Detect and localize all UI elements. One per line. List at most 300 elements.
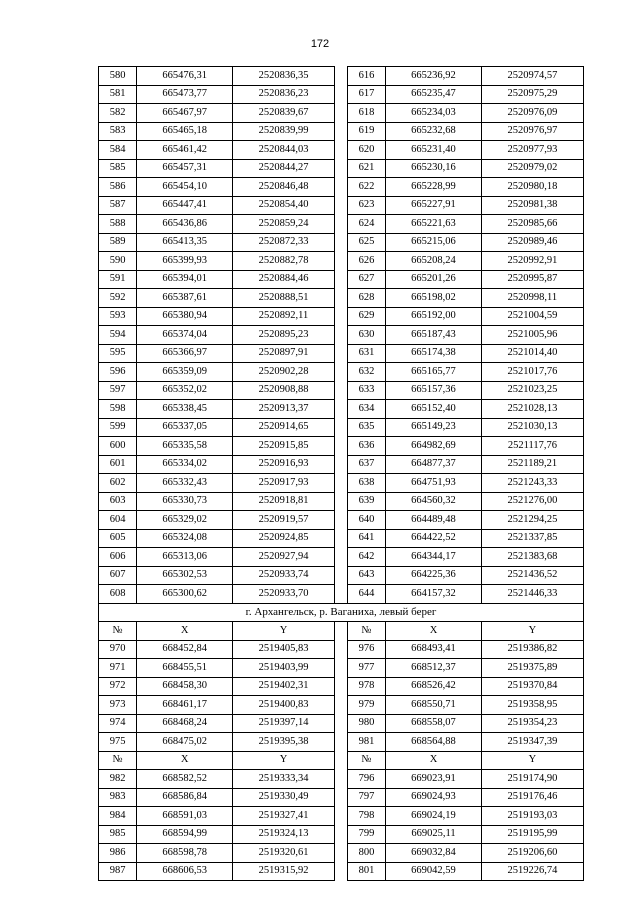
y-coordinate: 2520918,81 [233,492,335,511]
x-coordinate: 665236,92 [386,67,482,86]
x-coordinate: 665454,10 [137,178,233,197]
x-coordinate: 664489,48 [386,511,482,530]
column-gap [335,492,348,511]
x-coordinate: 665359,09 [137,363,233,382]
x-coordinate: 664344,17 [386,548,482,567]
point-number: 600 [99,437,137,456]
table-row [99,862,584,881]
point-number: 796 [347,770,385,789]
table-row [99,455,584,474]
table-row [99,141,584,160]
column-gap [335,122,348,141]
coordinates-table [98,66,584,881]
table-row [99,85,584,104]
y-coordinate: 2521014,40 [481,344,583,363]
point-number: 582 [99,104,137,123]
y-coordinate: 2520839,67 [233,104,335,123]
y-coordinate: 2520914,65 [233,418,335,437]
point-number: 980 [347,714,385,733]
x-coordinate: 668582,52 [137,770,233,789]
y-coordinate: 2520895,23 [233,326,335,345]
x-coordinate: 669042,59 [386,862,482,881]
y-coordinate: 2520839,99 [233,122,335,141]
point-number: 637 [347,455,385,474]
x-coordinate: 665476,31 [137,67,233,86]
section-title-row [99,603,584,622]
y-coordinate: 2520927,94 [233,548,335,567]
table-row [99,566,584,585]
table-row [99,400,584,419]
point-number: 603 [99,492,137,511]
x-coordinate: 665332,43 [137,474,233,493]
x-coordinate: 665187,43 [386,326,482,345]
y-coordinate: 2519226,74 [481,862,583,881]
x-coordinate: 664422,52 [386,529,482,548]
x-coordinate: 668606,53 [137,862,233,881]
y-coordinate: 2520888,51 [233,289,335,308]
y-coordinate: 2520998,11 [481,289,583,308]
point-number: 625 [347,233,385,252]
x-coordinate: 668452,84 [137,640,233,659]
y-coordinate: 2521189,21 [481,455,583,474]
y-coordinate: 2520977,93 [481,141,583,160]
table-row [99,825,584,844]
x-coordinate: 665215,06 [386,233,482,252]
point-number: 801 [347,862,385,881]
point-number: 639 [347,492,385,511]
column-gap [335,807,348,826]
point-number: 583 [99,122,137,141]
x-coordinate: 665157,36 [386,381,482,400]
point-number: 608 [99,585,137,604]
y-coordinate: 2521005,96 [481,326,583,345]
y-coordinate: 2520980,18 [481,178,583,197]
x-coordinate: 665221,63 [386,215,482,234]
y-coordinate: 2520985,66 [481,215,583,234]
x-coordinate: 668598,78 [137,844,233,863]
y-coordinate: 2520917,93 [233,474,335,493]
point-number: 619 [347,122,385,141]
point-number: 800 [347,844,385,863]
point-number: 644 [347,585,385,604]
point-number: 798 [347,807,385,826]
x-coordinate: 665374,04 [137,326,233,345]
y-header: Y [233,622,335,641]
x-coordinate: 665192,00 [386,307,482,326]
point-number: 974 [99,714,137,733]
x-coordinate: 665394,01 [137,270,233,289]
y-coordinate: 2519405,83 [233,640,335,659]
point-number: 984 [99,807,137,826]
x-coordinate: 669023,91 [386,770,482,789]
y-coordinate: 2519330,49 [233,788,335,807]
y-header: Y [481,622,583,641]
x-coordinate: 665461,42 [137,141,233,160]
point-number: 982 [99,770,137,789]
y-coordinate: 2520913,37 [233,400,335,419]
x-coordinate: 665300,62 [137,585,233,604]
y-coordinate: 2520897,91 [233,344,335,363]
y-coordinate: 2519370,84 [481,677,583,696]
y-header: Y [233,751,335,770]
table-row [99,270,584,289]
x-coordinate: 665447,41 [137,196,233,215]
point-number: 987 [99,862,137,881]
point-number: 589 [99,233,137,252]
x-header: X [137,622,233,641]
point-number: 588 [99,215,137,234]
y-coordinate: 2520919,57 [233,511,335,530]
y-coordinate: 2519174,90 [481,770,583,789]
y-header: Y [481,751,583,770]
y-coordinate: 2519176,46 [481,788,583,807]
table-row [99,548,584,567]
column-gap [335,418,348,437]
point-number: 621 [347,159,385,178]
x-coordinate: 665313,06 [137,548,233,567]
x-coordinate: 665324,08 [137,529,233,548]
point-number: 638 [347,474,385,493]
column-gap [335,67,348,86]
x-coordinate: 665232,68 [386,122,482,141]
point-number: 622 [347,178,385,197]
point-number: 593 [99,307,137,326]
table-row [99,159,584,178]
x-coordinate: 665152,40 [386,400,482,419]
number-header: № [99,622,137,641]
x-coordinate: 665465,18 [137,122,233,141]
point-number: 624 [347,215,385,234]
column-gap [335,714,348,733]
x-coordinate: 665149,23 [386,418,482,437]
column-gap [335,696,348,715]
y-coordinate: 2520902,28 [233,363,335,382]
table-row [99,492,584,511]
point-number: 641 [347,529,385,548]
column-gap [335,289,348,308]
point-number: 799 [347,825,385,844]
table-row [99,252,584,271]
column-gap [335,307,348,326]
x-coordinate: 668526,42 [386,677,482,696]
point-number: 976 [347,640,385,659]
column-gap [335,640,348,659]
y-coordinate: 2520992,91 [481,252,583,271]
number-header: № [99,751,137,770]
x-coordinate: 665198,02 [386,289,482,308]
table-row [99,344,584,363]
table-row [99,844,584,863]
point-number: 627 [347,270,385,289]
x-coordinate: 665335,58 [137,437,233,456]
point-number: 592 [99,289,137,308]
y-coordinate: 2519397,14 [233,714,335,733]
column-gap [335,862,348,881]
x-coordinate: 665208,24 [386,252,482,271]
x-coordinate: 665329,02 [137,511,233,530]
column-gap [335,622,348,641]
y-coordinate: 2520908,88 [233,381,335,400]
table-row [99,474,584,493]
point-number: 604 [99,511,137,530]
y-coordinate: 2519347,39 [481,733,583,752]
point-number: 585 [99,159,137,178]
y-coordinate: 2519354,23 [481,714,583,733]
point-number: 975 [99,733,137,752]
x-coordinate: 665302,53 [137,566,233,585]
column-gap [335,141,348,160]
x-coordinate: 665387,61 [137,289,233,308]
point-number: 591 [99,270,137,289]
y-coordinate: 2520854,40 [233,196,335,215]
column-gap [335,196,348,215]
point-number: 971 [99,659,137,678]
point-number: 605 [99,529,137,548]
point-number: 616 [347,67,385,86]
x-coordinate: 669032,84 [386,844,482,863]
y-coordinate: 2520976,09 [481,104,583,123]
point-number: 978 [347,677,385,696]
table-row [99,770,584,789]
x-coordinate: 668468,24 [137,714,233,733]
x-coordinate: 668461,17 [137,696,233,715]
y-coordinate: 2521017,76 [481,363,583,382]
x-coordinate: 665227,91 [386,196,482,215]
point-number: 977 [347,659,385,678]
point-number: 633 [347,381,385,400]
y-coordinate: 2520924,85 [233,529,335,548]
y-coordinate: 2520892,11 [233,307,335,326]
column-gap [335,733,348,752]
table-row [99,807,584,826]
y-coordinate: 2521337,85 [481,529,583,548]
point-number: 586 [99,178,137,197]
point-number: 636 [347,437,385,456]
page-number: 172 [310,38,330,50]
y-coordinate: 2521004,59 [481,307,583,326]
point-number: 797 [347,788,385,807]
x-coordinate: 665165,77 [386,363,482,382]
section-title: г. Архангельск, р. Ваганиха, левый берег [99,603,584,622]
point-number: 640 [347,511,385,530]
y-coordinate: 2520976,97 [481,122,583,141]
table-row [99,178,584,197]
x-coordinate: 668558,07 [386,714,482,733]
point-number: 979 [347,696,385,715]
y-coordinate: 2520844,03 [233,141,335,160]
x-coordinate: 664157,32 [386,585,482,604]
number-header: № [347,622,385,641]
point-number: 632 [347,363,385,382]
table-row [99,437,584,456]
point-number: 631 [347,344,385,363]
column-gap [335,252,348,271]
x-coordinate: 669025,11 [386,825,482,844]
x-coordinate: 665334,02 [137,455,233,474]
column-gap [335,381,348,400]
table-row [99,196,584,215]
column-gap [335,825,348,844]
y-coordinate: 2520836,35 [233,67,335,86]
point-number: 597 [99,381,137,400]
x-coordinate: 665330,73 [137,492,233,511]
column-gap [335,529,348,548]
y-coordinate: 2521436,52 [481,566,583,585]
column-gap [335,104,348,123]
point-number: 628 [347,289,385,308]
point-number: 972 [99,677,137,696]
point-number: 599 [99,418,137,437]
x-coordinate: 668493,41 [386,640,482,659]
point-number: 607 [99,566,137,585]
y-coordinate: 2520884,46 [233,270,335,289]
column-gap [335,159,348,178]
table-row [99,215,584,234]
y-coordinate: 2520974,57 [481,67,583,86]
point-number: 594 [99,326,137,345]
point-number: 981 [347,733,385,752]
x-coordinate: 668594,99 [137,825,233,844]
x-coordinate: 665457,31 [137,159,233,178]
x-coordinate: 668455,51 [137,659,233,678]
header-row [99,622,584,641]
x-coordinate: 665235,47 [386,85,482,104]
point-number: 580 [99,67,137,86]
table-row [99,233,584,252]
x-coordinate: 669024,93 [386,788,482,807]
y-coordinate: 2520846,48 [233,178,335,197]
x-coordinate: 665413,35 [137,233,233,252]
point-number: 629 [347,307,385,326]
column-gap [335,178,348,197]
x-coordinate: 665228,99 [386,178,482,197]
table-row [99,788,584,807]
table-row [99,326,584,345]
y-coordinate: 2521294,25 [481,511,583,530]
y-coordinate: 2520981,38 [481,196,583,215]
x-header: X [137,751,233,770]
table-row [99,363,584,382]
y-coordinate: 2519403,99 [233,659,335,678]
y-coordinate: 2521028,13 [481,400,583,419]
point-number: 620 [347,141,385,160]
table-row [99,67,584,86]
y-coordinate: 2519193,03 [481,807,583,826]
column-gap [335,270,348,289]
table-row [99,381,584,400]
y-coordinate: 2521243,33 [481,474,583,493]
y-coordinate: 2520989,46 [481,233,583,252]
point-number: 623 [347,196,385,215]
column-gap [335,233,348,252]
x-coordinate: 665201,26 [386,270,482,289]
y-coordinate: 2519358,95 [481,696,583,715]
point-number: 584 [99,141,137,160]
y-coordinate: 2519195,99 [481,825,583,844]
table-row [99,289,584,308]
y-coordinate: 2520916,93 [233,455,335,474]
table-row [99,714,584,733]
table-row [99,307,584,326]
x-coordinate: 665174,38 [386,344,482,363]
column-gap [335,326,348,345]
x-coordinate: 669024,19 [386,807,482,826]
table-row [99,104,584,123]
x-coordinate: 665337,05 [137,418,233,437]
x-coordinate: 668564,88 [386,733,482,752]
column-gap [335,566,348,585]
point-number: 626 [347,252,385,271]
x-coordinate: 668591,03 [137,807,233,826]
y-coordinate: 2521276,00 [481,492,583,511]
y-coordinate: 2520872,33 [233,233,335,252]
column-gap [335,844,348,863]
column-gap [335,659,348,678]
x-coordinate: 665231,40 [386,141,482,160]
column-gap [335,474,348,493]
point-number: 985 [99,825,137,844]
y-coordinate: 2520995,87 [481,270,583,289]
column-gap [335,344,348,363]
point-number: 598 [99,400,137,419]
column-gap [335,437,348,456]
column-gap [335,363,348,382]
table-row [99,511,584,530]
x-coordinate: 665473,77 [137,85,233,104]
column-gap [335,215,348,234]
point-number: 973 [99,696,137,715]
x-coordinate: 664877,37 [386,455,482,474]
y-coordinate: 2519400,83 [233,696,335,715]
x-coordinate: 668512,37 [386,659,482,678]
point-number: 602 [99,474,137,493]
column-gap [335,455,348,474]
y-coordinate: 2520882,78 [233,252,335,271]
table-row [99,696,584,715]
point-number: 617 [347,85,385,104]
y-coordinate: 2520915,85 [233,437,335,456]
x-coordinate: 665234,03 [386,104,482,123]
column-gap [335,677,348,696]
y-coordinate: 2520859,24 [233,215,335,234]
point-number: 587 [99,196,137,215]
y-coordinate: 2520979,02 [481,159,583,178]
point-number: 643 [347,566,385,585]
column-gap [335,85,348,104]
x-coordinate: 665436,86 [137,215,233,234]
header-row [99,751,584,770]
point-number: 596 [99,363,137,382]
table-row [99,418,584,437]
y-coordinate: 2519333,34 [233,770,335,789]
table-row [99,659,584,678]
point-number: 634 [347,400,385,419]
table-row [99,733,584,752]
column-gap [335,511,348,530]
x-coordinate: 665338,45 [137,400,233,419]
y-coordinate: 2519324,13 [233,825,335,844]
y-coordinate: 2519402,31 [233,677,335,696]
column-gap [335,788,348,807]
y-coordinate: 2520975,29 [481,85,583,104]
point-number: 581 [99,85,137,104]
point-number: 642 [347,548,385,567]
point-number: 630 [347,326,385,345]
table-row [99,640,584,659]
y-coordinate: 2521030,13 [481,418,583,437]
point-number: 618 [347,104,385,123]
y-coordinate: 2520844,27 [233,159,335,178]
